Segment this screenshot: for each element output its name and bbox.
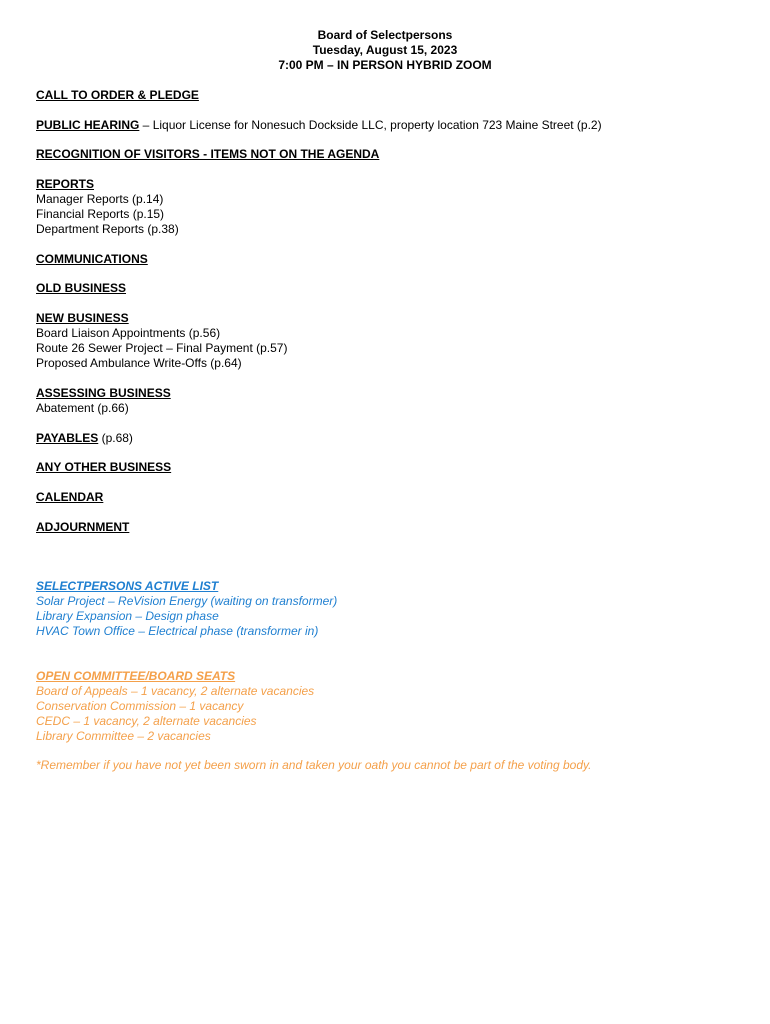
new-business-heading: NEW BUSINESS bbox=[36, 311, 129, 326]
old-business-heading: OLD BUSINESS bbox=[36, 281, 127, 296]
meeting-date: Tuesday, August 15, 2023 bbox=[312, 42, 458, 57]
communications-section bbox=[36, 252, 736, 267]
list-item: Board Liaison Appointments (p.56) bbox=[36, 326, 221, 341]
list-item: Financial Reports (p.15) bbox=[36, 207, 165, 222]
list-item: Proposed Ambulance Write-Offs (p.64) bbox=[36, 356, 242, 371]
list-item: Board of Appeals – 1 vacancy, 2 alternate vacancies bbox=[36, 683, 315, 698]
communications-heading: COMMUNICATIONS bbox=[36, 251, 148, 266]
meeting-time-location: 7:00 PM – IN PERSON HYBRID ZOOM bbox=[278, 57, 492, 72]
calendar-section bbox=[36, 490, 736, 505]
list-item: Solar Project – ReVision Energy (waiting on transformer) bbox=[36, 593, 338, 608]
list-item: Conservation Commission – 1 vacancy bbox=[36, 698, 244, 713]
board-title: Board of Selectpersons bbox=[317, 28, 453, 42]
any-other-business-heading: ANY OTHER BUSINESS bbox=[36, 460, 172, 475]
active-list-heading: SELECTPERSONS ACTIVE LIST bbox=[36, 578, 219, 593]
reports-section bbox=[36, 177, 736, 237]
payables-heading: PAYABLES bbox=[36, 430, 99, 445]
committee-seats-heading: OPEN COMMITTEE/BOARD SEATS bbox=[36, 668, 236, 683]
old-business-section bbox=[36, 281, 736, 296]
list-item: Abatement (p.66) bbox=[36, 400, 129, 415]
payables-page-ref: (p.68) bbox=[98, 430, 133, 445]
public-hearing-dash: – bbox=[139, 117, 153, 132]
call-to-order-heading: CALL TO ORDER & PLEDGE bbox=[36, 88, 199, 102]
document-header bbox=[0, 28, 770, 72]
list-item: Library Expansion – Design phase bbox=[36, 608, 219, 623]
recognition-section bbox=[36, 147, 736, 162]
public-hearing-section bbox=[36, 118, 736, 133]
reports-heading: REPORTS bbox=[36, 177, 95, 192]
payables-section bbox=[36, 431, 736, 446]
list-item: Library Committee – 2 vacancies bbox=[36, 728, 211, 743]
any-other-business-section bbox=[36, 460, 736, 475]
adjournment-heading: ADJOURNMENT bbox=[36, 519, 130, 534]
calendar-heading: CALENDAR bbox=[36, 489, 104, 504]
list-item: Route 26 Sewer Project – Final Payment (p.57) bbox=[36, 341, 288, 356]
list-item: Manager Reports (p.14) bbox=[36, 192, 164, 207]
list-item: HVAC Town Office – Electrical phase (transformer in) bbox=[36, 623, 319, 638]
public-hearing-text: Liquor License for Nonesuch Dockside LLC, property location 723 Maine Street (p.2) bbox=[152, 117, 602, 132]
oath-reminder-note: *Remember if you have not yet been sworn in and taken your oath you cannot be part of the voting body. bbox=[36, 758, 592, 773]
new-business-section bbox=[36, 311, 736, 371]
list-item: Department Reports (p.38) bbox=[36, 222, 179, 237]
agenda-body bbox=[36, 88, 736, 773]
call-to-order-section bbox=[36, 88, 736, 103]
adjournment-section bbox=[36, 520, 736, 535]
assessing-heading: ASSESSING BUSINESS bbox=[36, 385, 171, 400]
recognition-heading: RECOGNITION OF VISITORS - ITEMS NOT ON THE AGENDA bbox=[36, 147, 380, 162]
assessing-section bbox=[36, 386, 736, 416]
public-hearing-heading: PUBLIC HEARING bbox=[36, 117, 140, 132]
list-item: CEDC – 1 vacancy, 2 alternate vacancies bbox=[36, 713, 257, 728]
committee-seats-section bbox=[36, 669, 736, 774]
active-list-section bbox=[36, 579, 736, 639]
